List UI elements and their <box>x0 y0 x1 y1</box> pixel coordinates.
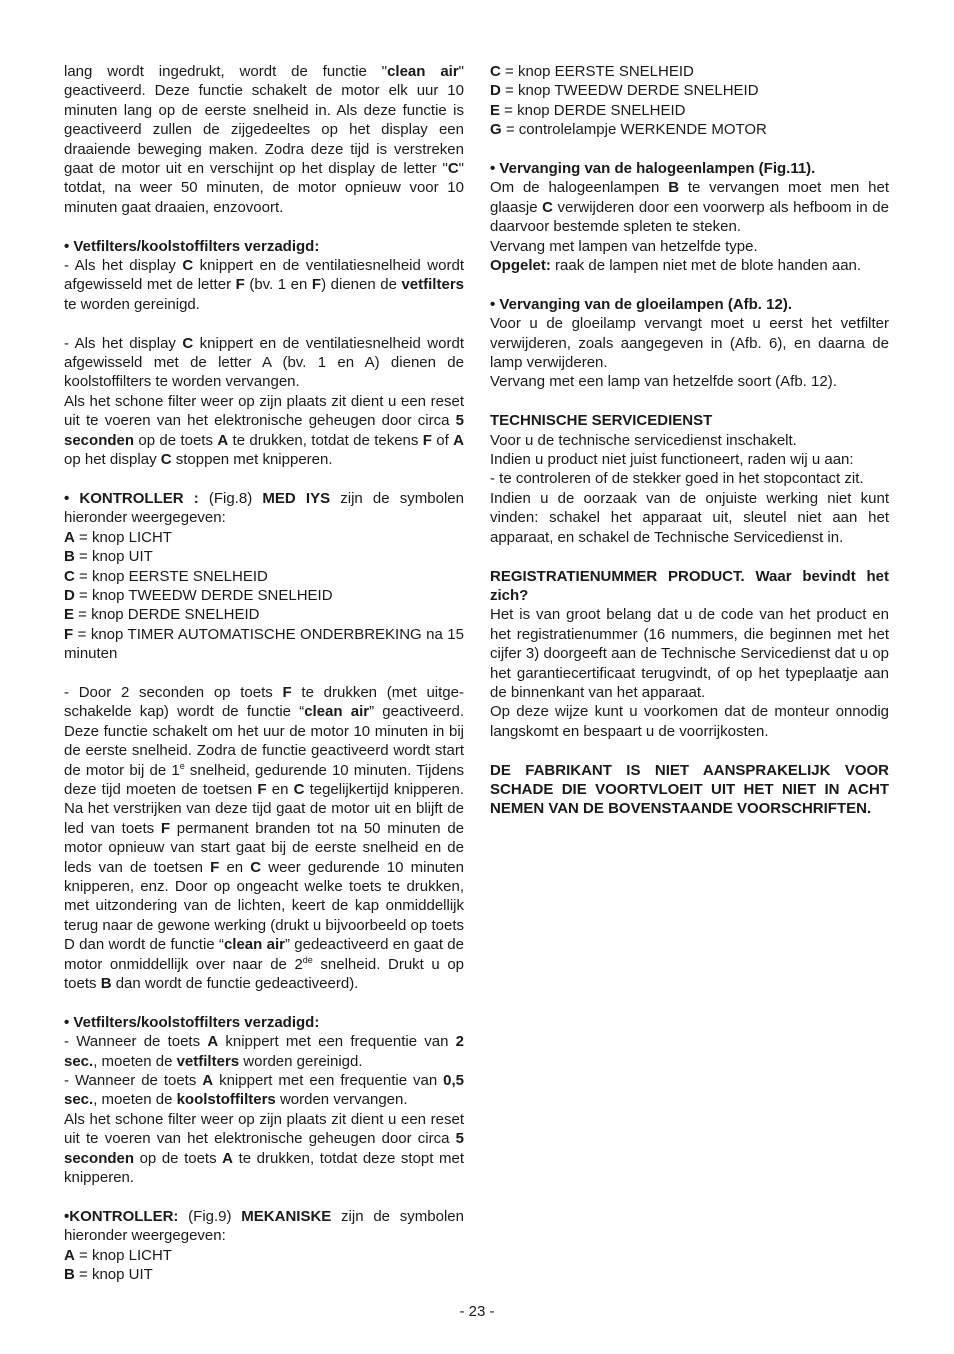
bold-text: C <box>64 567 75 585</box>
bold-text: B <box>668 179 680 197</box>
text-run: = knop DERDE SNELHEID <box>500 101 686 119</box>
text-run: (bv. 1 en <box>244 276 312 294</box>
paragraph <box>490 295 889 314</box>
text-run: of <box>431 431 454 449</box>
bold-text: clean air <box>304 703 370 721</box>
text-run: = knop TWEEDW DERDE SNELHEID <box>500 82 759 100</box>
bold-text: clean air <box>387 63 459 80</box>
bold-text: TECHNISCHE SERVICEDIENST <box>490 412 713 430</box>
bold-text: C <box>293 780 305 798</box>
paragraph <box>64 1246 464 1265</box>
bold-text: F <box>64 625 74 643</box>
paragraph-gap <box>490 140 889 159</box>
paragraph <box>64 1110 464 1188</box>
paragraph <box>64 237 464 256</box>
bold-text: • Vetfilters/koolstoffilters verzadigd: <box>64 237 320 255</box>
bold-text: 5 seconden <box>64 412 464 449</box>
text-run: lang wordt ingedrukt, wordt de functie " <box>64 63 388 80</box>
text-run: - Als het display <box>64 334 183 352</box>
text-run: dan wordt de functie gedeactiveerd). <box>111 975 359 993</box>
text-run: Als het schone filter weer op zijn plaats zit dient u een reset uit te voeren van het elektronische geheugen door circa <box>64 1110 464 1148</box>
text-run: raak de lampen niet met de blote handen aan. <box>550 257 862 275</box>
paragraph <box>490 605 889 702</box>
text-run: = controlelampje WERKENDE MOTOR <box>501 121 767 139</box>
text-run: op de toets <box>134 431 218 449</box>
bold-text: C <box>490 63 501 80</box>
superscript-text: de <box>302 954 313 965</box>
bold-text: A <box>453 431 464 449</box>
paragraph <box>490 761 889 819</box>
paragraph <box>64 62 464 217</box>
paragraph <box>64 392 464 470</box>
bold-text: • KONTROLLER : <box>64 489 199 507</box>
text-run: = knop EERSTE SNELHEID <box>500 63 694 80</box>
bold-text: A <box>217 431 229 449</box>
text-run: tegelijkertijd knipperen. Na het verstrijken van deze tijd gaat de motor uit en blijft de led van toets <box>64 780 464 837</box>
text-run: zijn de symbolen hieronder weergegeven: <box>64 1207 464 1245</box>
paragraph <box>490 489 889 547</box>
bold-text: C <box>542 198 553 216</box>
text-run: stoppen met knipperen. <box>171 451 333 469</box>
text-run: ) dienen de <box>321 276 402 294</box>
bold-text: MEKANISKE <box>241 1207 332 1225</box>
text-run: worden vervangen. <box>275 1091 408 1109</box>
bold-text: F <box>210 858 220 876</box>
bold-text: F <box>311 276 322 294</box>
text-run: = knop LICHT <box>74 1246 172 1264</box>
text-run: knippert met een frequentie van <box>218 1033 456 1051</box>
paragraph <box>490 159 889 178</box>
text-run: Indien u de oorzaak van de onjuiste werking niet kunt vinden: schakel het apparaat uit, sleutel niet aan het apparaat, en schakel de Technische Servicedienst in. <box>490 489 889 546</box>
bold-text: A <box>64 1246 75 1264</box>
bold-text: C <box>160 451 172 469</box>
paragraph <box>490 178 889 236</box>
bold-text: B <box>64 1266 75 1284</box>
bold-text: A <box>64 528 75 546</box>
paragraph-gap <box>64 1187 464 1206</box>
text-run: snelheid. Drukt u op toets <box>64 955 465 993</box>
paragraph <box>490 101 889 120</box>
bold-text: F <box>235 276 245 294</box>
bold-text: D <box>64 586 75 604</box>
paragraph <box>490 372 889 391</box>
bold-text: F <box>160 819 171 837</box>
paragraph-gap <box>64 664 464 683</box>
paragraph <box>490 567 889 606</box>
paragraph-gap <box>64 470 464 489</box>
paragraph-gap <box>64 314 464 333</box>
bold-text: • Vervanging van de gloeilampen (Afb. 12). <box>490 295 792 313</box>
text-run: Vervang met lampen van hetzelfde type. <box>490 237 758 255</box>
text-run: - te controleren of de stekker goed in het stopcontact zit. <box>490 470 864 488</box>
text-run: = knop LICHT <box>74 528 172 546</box>
text-run: te vervangen moet men het glaasje <box>490 179 889 216</box>
bold-text: 2 sec. <box>64 1033 464 1070</box>
bold-text: MED IYS <box>262 489 331 507</box>
paragraph <box>64 625 464 664</box>
paragraph <box>490 62 889 81</box>
text-run: (Fig.8) <box>198 489 263 507</box>
paragraph-gap <box>490 741 889 760</box>
paragraph <box>64 1265 464 1284</box>
paragraph <box>490 450 889 469</box>
text-run: Het is van groot belang dat u de code van het product en het registratienummer (16 nummers, die beginnen met het cijfer 3) doorgeeft aan de Technische Servicedienst dat u op het garantiecertificaat terugvindt, of op het typeplaatje aan de binnenkant van het apparaat. <box>490 606 889 701</box>
bold-text: F <box>422 431 432 449</box>
bold-text: D <box>490 82 501 100</box>
paragraph <box>490 702 889 741</box>
paragraph <box>490 314 889 372</box>
text-run: Op deze wijze kunt u voorkomen dat de monteur onnodig langskomt en bespaart u de voorrijkosten. <box>490 703 889 740</box>
bold-text: A <box>202 1072 214 1090</box>
text-run: zijn de symbolen hieronder weergegeven: <box>64 489 464 527</box>
paragraph-gap <box>490 547 889 566</box>
text-run: knippert met een frequentie van <box>213 1072 444 1090</box>
text-run: verwijderen door een voorwerp als hefboom in de daarvoor bestemde spleten te steken. <box>490 198 889 236</box>
bold-text: 0,5 sec. <box>64 1072 464 1109</box>
bold-text: • Vetfilters/koolstoffilters verzadigd: <box>64 1013 320 1031</box>
superscript-text: e <box>179 760 185 771</box>
bold-text: Opgelet: <box>490 257 551 275</box>
text-run: = knop EERSTE SNELHEID <box>74 567 268 585</box>
text-run: (Fig.9) <box>178 1207 242 1225</box>
text-run: en <box>266 780 294 798</box>
bold-text: koolstoffilters <box>176 1091 276 1109</box>
bold-text: vetfilters <box>176 1052 240 1070</box>
paragraph <box>64 528 464 547</box>
bold-text: clean air <box>223 936 285 954</box>
text-run: " geactiveerd. Deze functie schakelt de motor elk uur 10 minuten lang op de eerste snelheid in. Als deze functie is geactiveerd zullen de zijgedeeltes op het display een draaiende beweging maken. Zodra deze tijd is verstreken gaat de motor uit en verschijnt op het display de letter " <box>64 63 464 178</box>
text-run: - Door 2 seconden op toets <box>64 683 283 701</box>
paragraph <box>64 1207 464 1246</box>
paragraph-gap <box>64 993 464 1012</box>
bold-text: E <box>490 101 501 119</box>
paragraph <box>490 237 889 256</box>
bold-text: B <box>64 548 75 566</box>
bold-text: C <box>182 334 194 352</box>
text-run: op het display <box>64 451 161 469</box>
paragraph-gap <box>64 217 464 236</box>
text-run: = knop TIMER AUTOMATISCHE ONDERBREKING na 15 minuten <box>64 625 464 663</box>
text-run: , moeten de <box>93 1091 177 1109</box>
paragraph <box>490 469 889 488</box>
bold-text: F <box>257 780 267 798</box>
text-run: = knop DERDE SNELHEID <box>74 606 260 624</box>
bold-text: vetfilters <box>401 276 464 294</box>
text-run: Om de halogeenlampen <box>490 179 669 197</box>
text-run: knippert en de ventilatiesnelheid wordt afgewisseld met de letter A (bv. 1 en A) dienen de koolstoffilters te worden vervangen. <box>64 334 464 391</box>
text-run: te worden gereinigd. <box>64 295 200 313</box>
right-column <box>490 62 889 819</box>
bold-text: E <box>64 606 75 624</box>
bold-text: C <box>447 160 459 178</box>
paragraph <box>64 256 464 314</box>
text-run: - Als het display <box>64 257 183 275</box>
bold-text: REGISTRATIENUMMER PRODUCT. Waar bevindt het zich? <box>490 567 889 604</box>
bold-text: A <box>207 1033 219 1051</box>
paragraph <box>64 683 464 994</box>
text-run: Vervang met een lamp van hetzelfde soort (Afb. 12). <box>490 373 837 391</box>
text-run: snelheid, gedurende 10 minuten. Tijdens deze tijd moeten de toetsen <box>64 761 465 798</box>
bold-text: • Vervanging van de halogeenlampen (Fig.11). <box>490 160 816 178</box>
text-run: te drukken, totdat deze stopt met knipperen. <box>64 1149 464 1187</box>
text-run: ” gedeactiveerd en gaat de motor onmiddellijk over naar de 2 <box>64 936 464 973</box>
text-run: en <box>219 858 251 876</box>
text-run: op de toets <box>134 1149 223 1167</box>
paragraph <box>64 1032 464 1071</box>
bold-text: B <box>100 975 112 993</box>
paragraph <box>64 586 464 605</box>
text-run: Voor u de gloeilamp vervangt moet u eerst het vetfilter verwijderen, zoals aangegeven in (Afb. 6), en daarna de lamp verwijderen. <box>490 315 889 372</box>
paragraph <box>64 1013 464 1032</box>
bold-text: C <box>182 257 194 275</box>
left-column <box>64 62 464 1285</box>
paragraph <box>64 334 464 392</box>
text-run: - Wanneer de toets <box>64 1072 203 1090</box>
text-run: Voor u de technische servicedienst inschakelt. <box>490 431 797 449</box>
bold-text: 5 seconden <box>64 1130 464 1167</box>
paragraph <box>64 567 464 586</box>
text-run: worden gereinigd. <box>239 1052 363 1070</box>
bold-text: F <box>282 683 292 701</box>
text-run: - Wanneer de toets <box>64 1033 208 1051</box>
paragraph-gap <box>490 275 889 294</box>
text-run: = knop TWEEDW DERDE SNELHEID <box>74 586 333 604</box>
paragraph <box>490 256 889 275</box>
text-run: knippert en de ventilatiesnelheid wordt afgewisseld met de letter <box>64 257 464 294</box>
text-run: Als het schone filter weer op zijn plaats zit dient u een reset uit te voeren van het elektronische geheugen door circa <box>64 392 464 430</box>
paragraph <box>64 605 464 624</box>
paragraph <box>490 120 889 139</box>
bold-text: G <box>490 121 502 139</box>
text-run: ” geactiveerd. Deze functie schakelt om het uur de motor 10 minuten in bij de eerste snelheid. Zodra de functie geactiveerd wordt start de motor bij de 1 <box>64 703 464 779</box>
paragraph <box>64 489 464 528</box>
text-run: te drukken, totdat de tekens <box>228 431 423 449</box>
bold-text: •KONTROLLER: <box>64 1207 179 1225</box>
bold-text: DE FABRIKANT IS NIET AANSPRAKELIJK VOOR SCHADE DIE VOORTVLOEIT UIT HET NIET IN ACHT NEMEN VAN DE BOVENSTAANDE VOORSCHRIFTEN. <box>490 761 889 818</box>
paragraph <box>64 1071 464 1110</box>
paragraph-gap <box>490 392 889 411</box>
text-run: = knop UIT <box>74 548 153 566</box>
paragraph <box>490 411 889 430</box>
text-run: te drukken (met uitge-schakelde kap) wordt de functie “ <box>64 683 464 721</box>
text-run: , moeten de <box>93 1052 177 1070</box>
text-run: " totdat, na weer 50 minuten, de motor opnieuw voor 10 minuten gaat draaien, enzovoort. <box>64 160 464 216</box>
page-number: - 23 - <box>459 1303 495 1320</box>
text-run: permanent branden tot na 50 minuten de motor opnieuw van start gaat bij de eerste snelheid en de leds van de toetsen <box>64 819 464 876</box>
bold-text: C <box>250 858 262 876</box>
text-run: = knop UIT <box>74 1266 153 1284</box>
text-run: Indien u product niet juist functioneert, raden wij u aan: <box>490 451 854 469</box>
paragraph <box>490 431 889 450</box>
bold-text: A <box>222 1149 234 1167</box>
paragraph <box>490 81 889 100</box>
text-run: weer gedurende 10 minuten knipperen, enz. Door op ongeacht welke toets te drukken, met uitzondering van de lichten, keert de kap onmiddellijk terug naar de gewone werking (drukt u bijvoorbeeld op toets D dan wordt de functie “ <box>64 858 464 954</box>
paragraph <box>64 547 464 566</box>
